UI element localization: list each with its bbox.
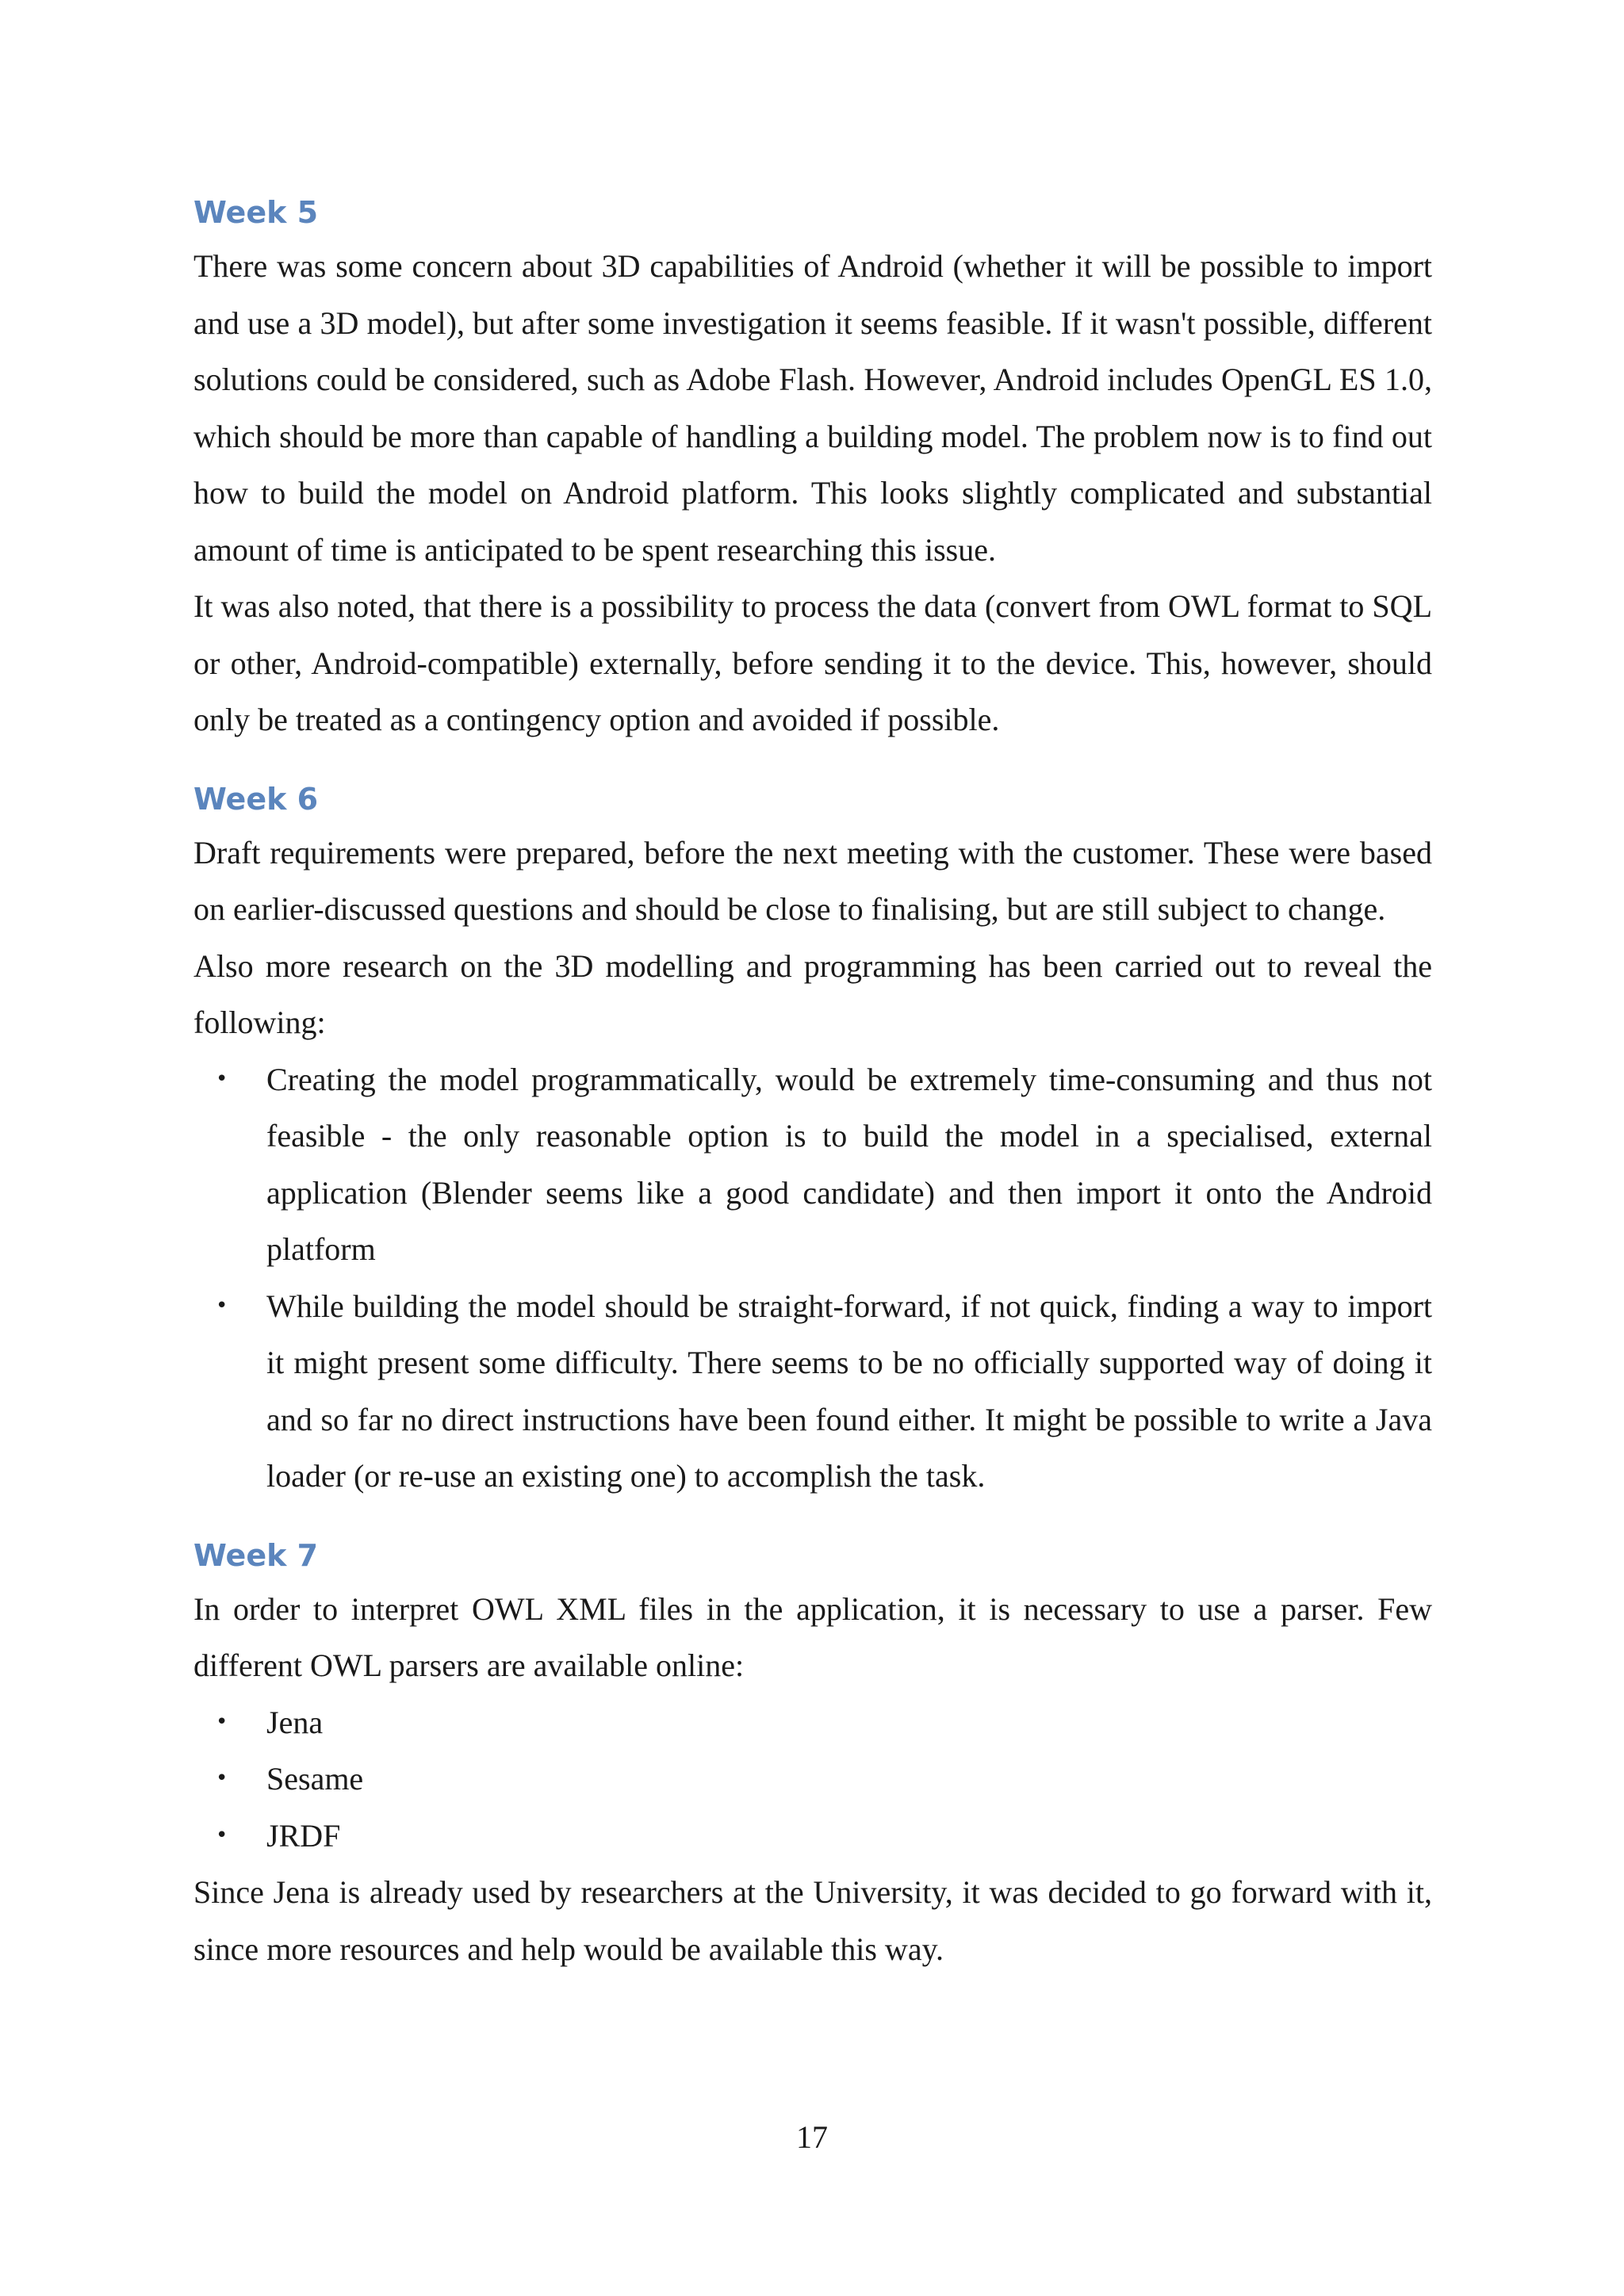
paragraph: There was some concern about 3D capabilities of Android (whether it will be possible to import and use a 3D model), but after some investigation it seems feasible. If it wasn't possible, different solutions could be considered, such as Adobe Flash. However, Android includes OpenGL ES 1.0, which should be more than capable of handling a building model. The problem now is to find out how to build the model on Android platform. This looks slightly complicated and substantial amount of time is anticipated to be spent researching this issue.	[193, 248, 1432, 568]
list-item	[193, 1694, 1432, 1751]
paragraph: Draft requirements were prepared, before the next meeting with the customer. These were based on earlier-discussed questions and should be close to finalising, but are still subject to change.	[193, 834, 1432, 927]
list-item-text: Jena	[266, 1704, 324, 1740]
section-heading-week-6: Week 6	[193, 781, 319, 817]
document-page	[193, 187, 1432, 1977]
bullet-icon: •	[216, 1066, 228, 1091]
bullet-icon: •	[216, 1709, 228, 1734]
list-item	[193, 1751, 1432, 1808]
list-item	[193, 1051, 1432, 1278]
paragraph: In order to interpret OWL XML files in the application, it is necessary to use a parser. Few different OWL parsers are available online:	[193, 1590, 1432, 1683]
paragraph: Since Jena is already used by researchers at the University, it was decided to go forward with it, since more resources and help would be available this way.	[193, 1874, 1432, 1967]
list-item-text: Creating the model programmatically, would be extremely time-consuming and thus not feasible - the only reasonable option is to build the model in a specialised, external application (Blender seems like a good candidate) and then import it onto the Android platform	[266, 1061, 1432, 1267]
bullet-list	[193, 1694, 1432, 1865]
list-item	[193, 1808, 1432, 1865]
list-item-text: While building the model should be straight-forward, if not quick, finding a way to import it might present some difficulty. There seems to be no officially supported way of doing it and so far no direct instructions have been found either. It might be possible to write a Java loader (or re-use an existing one) to accomplish the task.	[266, 1288, 1432, 1494]
page-number: 17	[796, 2119, 828, 2155]
section-heading-week-5: Week 5	[193, 195, 319, 230]
list-item-text: Sesame	[266, 1761, 364, 1797]
list-item	[193, 1278, 1432, 1505]
bullet-icon: •	[216, 1823, 228, 1847]
paragraph: It was also noted, that there is a possibility to process the data (convert from OWL format to SQL or other, Android-compatible) externally, before sending it to the device. This, however, should only be treated as a contingency option and avoided if possible.	[193, 588, 1432, 737]
list-item-text: JRDF	[266, 1817, 341, 1854]
paragraph: Also more research on the 3D modelling and programming has been carried out to reveal the following:	[193, 947, 1432, 1040]
bullet-list	[193, 1051, 1432, 1505]
section-heading-week-7: Week 7	[193, 1537, 319, 1573]
bullet-icon: •	[216, 1293, 228, 1318]
bullet-icon: •	[216, 1766, 228, 1790]
